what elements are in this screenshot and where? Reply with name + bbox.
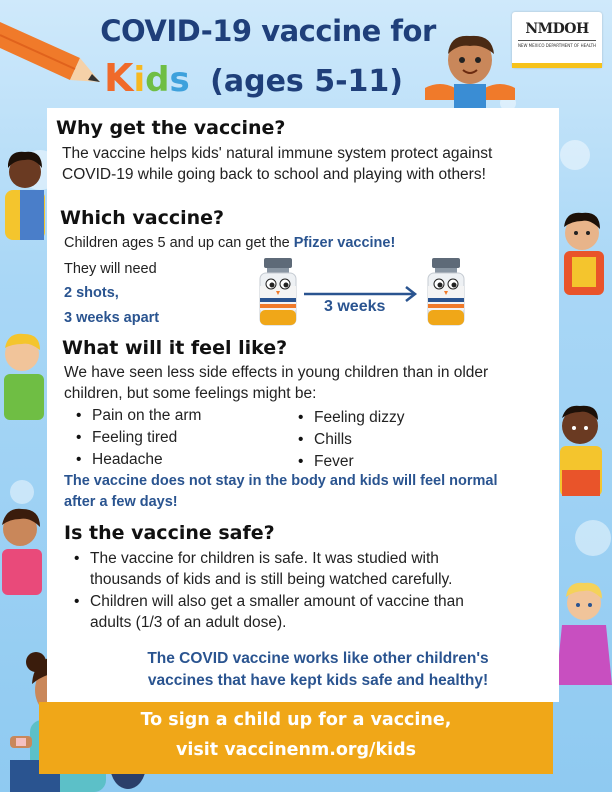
which-apart: 3 weeks apart	[64, 310, 160, 326]
vaccine-vial-icon-first	[258, 258, 298, 326]
closing-line-1: The COVID vaccine works like other children's	[147, 650, 489, 667]
pfizer-vaccine-label: Pfizer vaccine!	[293, 235, 396, 251]
kids-letter-k: K	[104, 56, 134, 100]
vaccine-vial-icon-second	[426, 258, 466, 326]
list-item: • Fever	[298, 451, 498, 473]
why-body: The vaccine helps kids' natural immune system protect against COVID-19 while going back to school and playing with others!	[62, 145, 493, 183]
signup-line-1: To sign a child up for a vaccine,	[140, 710, 452, 730]
list-item: • Children will also get a smaller amount of vaccine than adults (1/3 of an adult dose).	[74, 591, 494, 633]
list-item: • The vaccine for children is safe. It was studied with thousands of kids and is still being watched carefully.	[74, 548, 494, 590]
safe-heading: Is the vaccine safe?	[64, 522, 275, 544]
feel-heading: What will it feel like?	[62, 337, 288, 359]
list-item: • Chills	[298, 429, 498, 451]
logo-subtitle: NEW MEXICO DEPARTMENT OF HEALTH	[517, 43, 597, 48]
signup-banner	[39, 702, 553, 774]
closing-line-2: vaccines that have kept kids safe and healthy!	[147, 672, 489, 689]
feel-intro: We have seen less side effects in young children than in older children, but some feelings might be:	[64, 364, 489, 402]
which-shots: 2 shots,	[64, 285, 119, 301]
girl-illustration-right-bottom	[552, 575, 612, 695]
page-title: COVID-19 vaccine for	[100, 14, 436, 48]
list-item: • Pain on the arm	[76, 405, 276, 427]
list-item: • Feeling tired	[76, 427, 276, 449]
girl-illustration-left-bottom	[0, 505, 48, 605]
girl-illustration-left-top	[0, 150, 50, 260]
boy-illustration-left	[0, 330, 48, 430]
nmdoh-logo	[512, 12, 602, 68]
girl-illustration-right	[552, 205, 612, 315]
list-item: • Headache	[76, 449, 276, 471]
which-intro-text: Children ages 5 and up can get the	[64, 235, 294, 251]
list-item: • Feeling dizzy	[298, 407, 498, 429]
feel-list-right	[298, 407, 498, 473]
which-need: They will need	[64, 261, 157, 277]
ages-label: (ages 5-11)	[210, 64, 404, 99]
which-heading: Which vaccine?	[60, 207, 225, 229]
feel-note: The vaccine does not stay in the body and kids will feel normal after a few days!	[64, 473, 498, 510]
kids-letter-i: i	[133, 60, 146, 100]
safe-list	[74, 548, 494, 633]
page-subtitle	[104, 56, 444, 100]
kids-word	[104, 56, 200, 100]
feel-list-left	[76, 405, 276, 471]
kids-letter-d: d	[145, 60, 170, 100]
interval-label: 3 weeks	[324, 298, 386, 315]
logo-name: NMDOH	[525, 21, 589, 37]
which-intro	[64, 233, 504, 254]
why-heading: Why get the vaccine?	[56, 117, 286, 139]
signup-link[interactable]: visit vaccinenm.org/kids	[175, 740, 417, 760]
closing-message	[98, 648, 538, 692]
kids-letter-s: s	[169, 60, 190, 100]
